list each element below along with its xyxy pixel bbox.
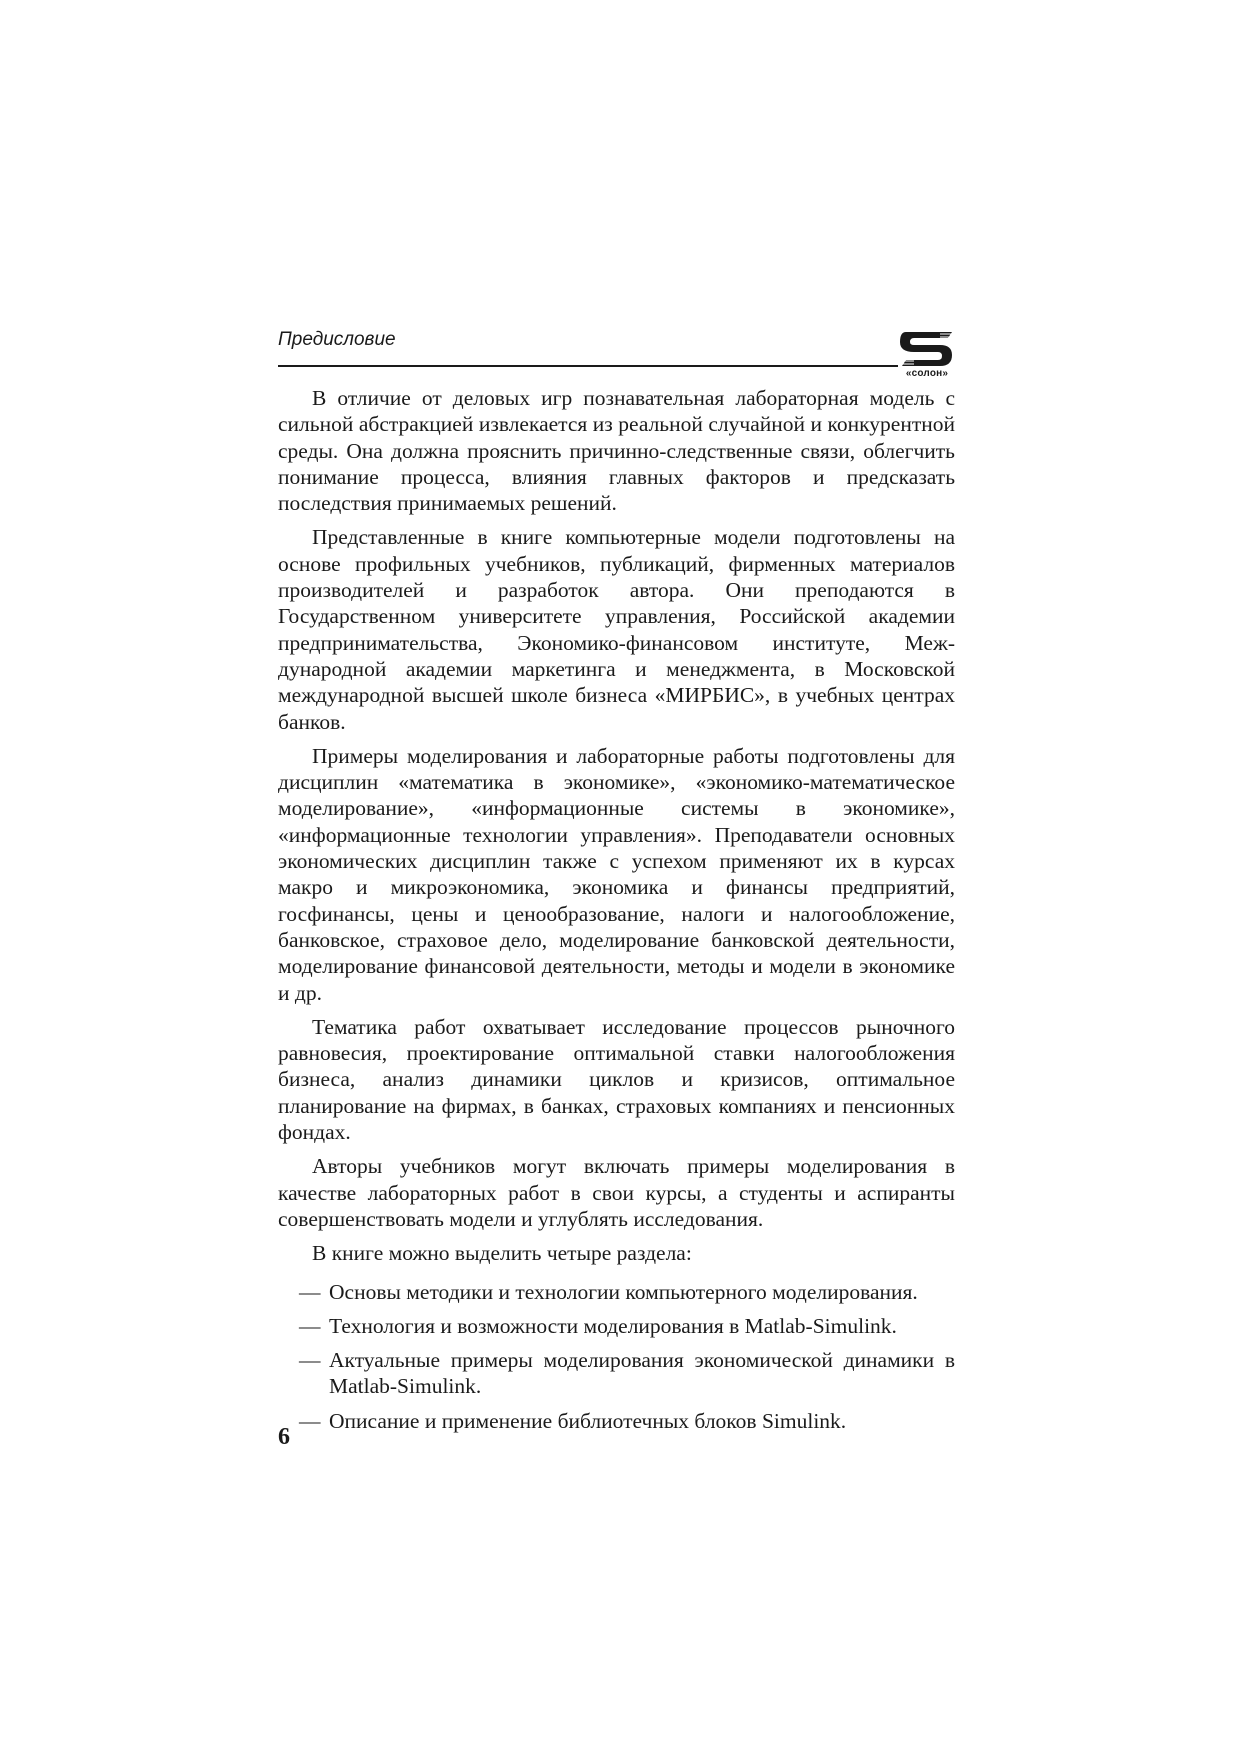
page-number: 6 (278, 1424, 290, 1450)
publisher-logo (896, 328, 958, 382)
paragraph: В книге можно выделить четыре раздела: (312, 1241, 692, 1266)
list-item (278, 1347, 955, 1400)
main-text (278, 385, 955, 1442)
list-item-text: Актуальные примеры моделирования экономической динамики в Matlab-Simulink. (329, 1348, 955, 1399)
paragraph: В отличие от деловых игр познавательная лабораторная модель с сильной абстракцией извлекается из реальной случайной и конкурентной среды. Она должна прояснить причинно-следственные связи, облегчить понимание процесса, влияния главных факторов и предсказать последствия принимаемых решений. (278, 386, 955, 516)
paragraph: Представленные в книге компьютерные модели подготовлены на основе профильных учебников, публикаций, фирменных материалов производителей и разработок автора. Они преподаются в Государственном университете управления, Российской академии предпринимательства, Экономико-финансовом институте, Международной академии маркетинга и менеджмента, в Московской международной высшей школе бизнеса «МИРБИС», в учебных центрах банков. (278, 525, 955, 734)
list-item (278, 1279, 955, 1305)
list-dash: — (299, 1348, 321, 1373)
list-item-text: Основы методики и технологии компьютерного моделирования. (329, 1279, 918, 1304)
list-item (278, 1313, 955, 1339)
list-dash: — (299, 1408, 321, 1433)
publisher-logo-text: «солон» (905, 368, 949, 379)
running-head-title: Предисловие (278, 329, 396, 350)
sections-list (278, 1279, 955, 1434)
list-item-text: Описание и применение библиотечных блоков Simulink. (329, 1408, 847, 1433)
paragraph: Тематика работ охватывает исследование процессов рыночного равновесия, проектирование оптимальной ставки налогообложения бизнеса, анализ динамики циклов и кризисов, оптимальное планирование на фирмах, в банках, страховых компаниях и пенсионных фондах. (278, 1014, 955, 1145)
list-dash: — (299, 1313, 321, 1338)
paragraph: Авторы учебников могут включать примеры моделирования в качестве лабораторных работ в свои курсы, а студенты и аспиранты совершенствовать модели и углублять исследования. (278, 1154, 955, 1231)
list-item (278, 1408, 955, 1434)
list-dash: — (299, 1279, 321, 1304)
solon-s-logo-icon (896, 328, 958, 370)
header-rule (278, 365, 898, 367)
paragraph: Примеры моделирования и лабораторные работы подготовлены для дисциплин «математика в экономике», «экономико-математическое моделирование», «информационные системы в экономике», «информационные технологии управления». Преподаватели основных экономических дисциплин также с успехом применяют их в курсах макро и микроэкономика, экономика и финансы предприятий, госфинансы, цены и ценообразование, налоги и налогообложение, банковское, страховое дело, моделирование банковской деятельности, моделирование финансовой деятельности, методы и модели в экономике и др. (278, 743, 955, 1005)
list-item-text: Технология и возможности моделирования в Matlab-Simulink. (329, 1313, 897, 1338)
